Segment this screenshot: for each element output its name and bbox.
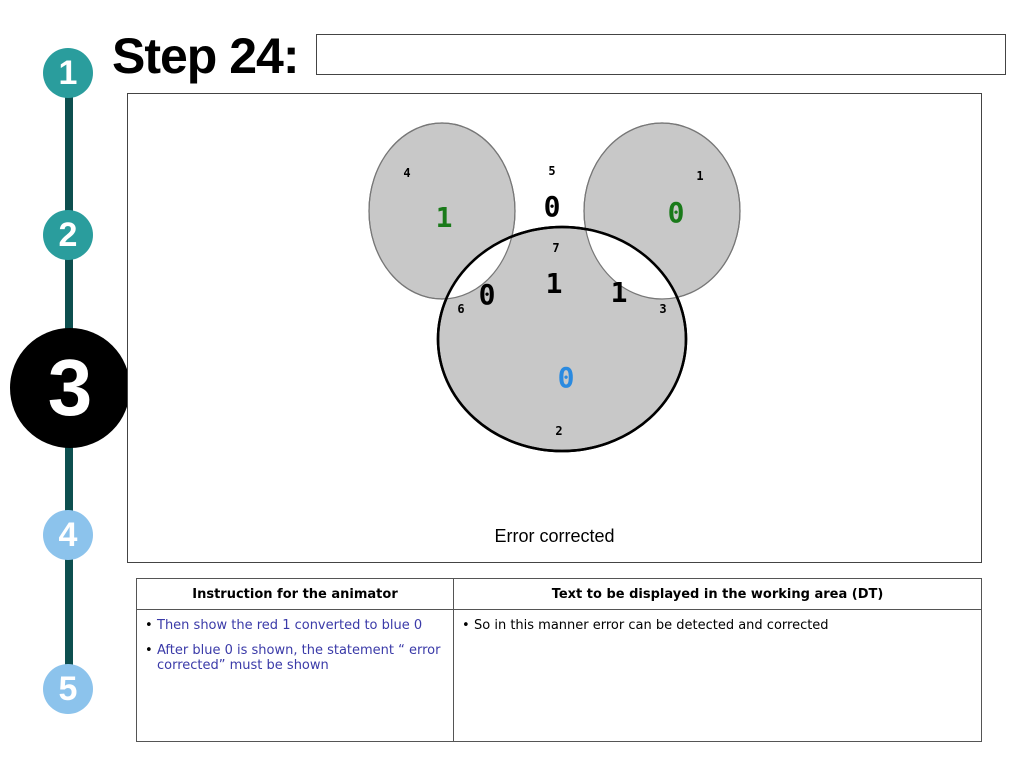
instruction-item: • After blue 0 is shown, the statement “ error corrected” must be shown <box>145 643 445 673</box>
bit-region-1: 0 <box>667 196 685 229</box>
error-corrected-caption: Error corrected <box>494 526 615 546</box>
instruction-cell <box>137 610 454 742</box>
venn-diagram <box>128 94 983 564</box>
step-1-circle: 1 <box>43 48 93 98</box>
animator-table <box>136 578 982 742</box>
region-number-5: 5 <box>548 164 556 178</box>
region-number-2: 2 <box>555 424 563 438</box>
region-number-4: 4 <box>403 166 411 180</box>
display-text-cell <box>454 610 982 742</box>
bit-region-7: 1 <box>545 267 563 300</box>
bit-region-4: 1 <box>435 201 453 234</box>
region-number-1: 1 <box>696 169 704 183</box>
working-area <box>127 93 982 563</box>
bit-region-6: 0 <box>478 278 496 311</box>
title-input-box <box>316 34 1006 75</box>
instruction-item: • Then show the red 1 converted to blue 0 <box>145 618 445 633</box>
step-4-circle: 4 <box>43 510 93 560</box>
region-number-3: 3 <box>659 302 667 316</box>
display-text-item: • So in this manner error can be detected and corrected <box>462 618 973 633</box>
bit-region-3: 1 <box>610 276 628 309</box>
bit-region-2: 0 <box>557 361 575 394</box>
page-title: Step 24: <box>112 28 299 84</box>
region-number-6: 6 <box>457 302 465 316</box>
header-instruction: Instruction for the animator <box>137 579 454 610</box>
bit-region-5: 0 <box>543 190 561 223</box>
step-2-circle: 2 <box>43 210 93 260</box>
region-number-7: 7 <box>552 241 560 255</box>
step-3-circle: 3 <box>10 328 130 448</box>
step-5-circle: 5 <box>43 664 93 714</box>
header-display-text: Text to be displayed in the working area (DT) <box>454 579 982 610</box>
